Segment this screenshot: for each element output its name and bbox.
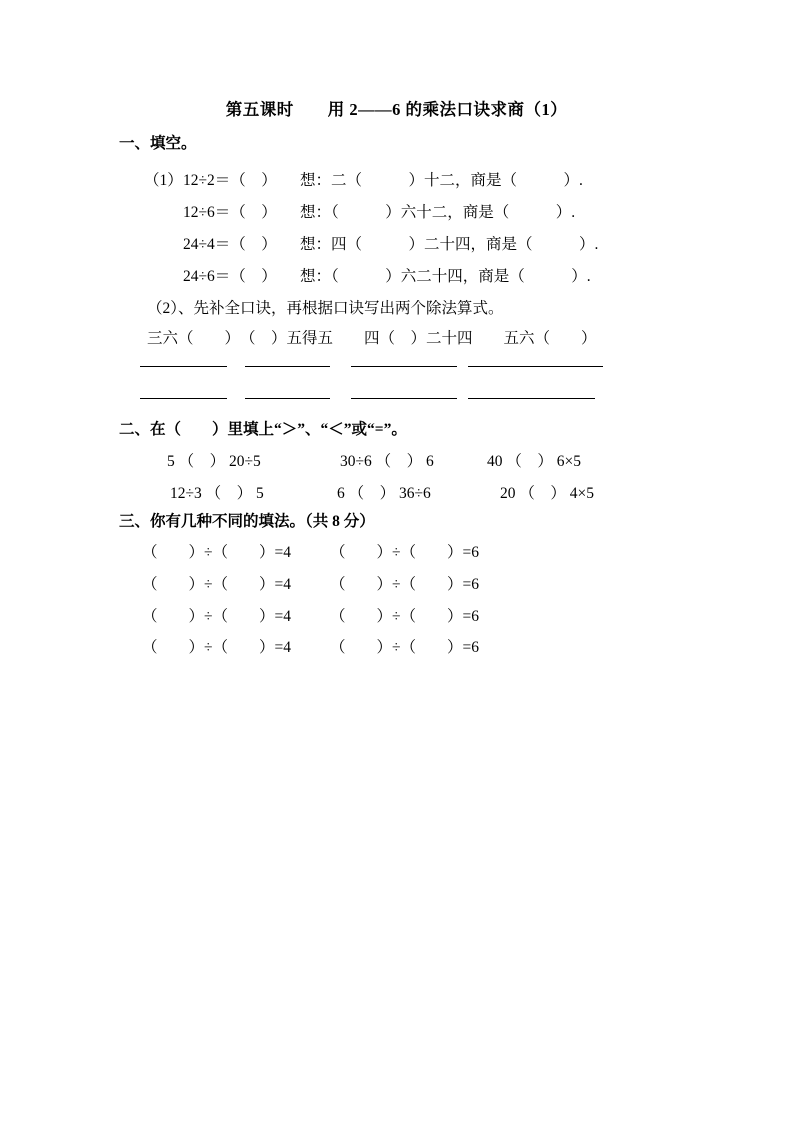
fill-blank-row: 12÷6＝（ ） 想：（ ）六十二，商是（ ）. <box>183 204 576 221</box>
item2-heading: （2）、先补全口诀，再根据口诀写出两个除法算式。 <box>147 300 504 317</box>
answer-line <box>351 366 457 367</box>
fill-blank-row: 24÷4＝（ ） 想：四（ ）二十四，商是（ ）. <box>183 236 599 253</box>
item1-label: （1） <box>144 172 183 189</box>
compare-item: 20 （ ） 4×5 <box>500 485 594 502</box>
answer-line <box>468 366 603 367</box>
division-blank-expr: （ ）÷（ ）=4 <box>142 608 291 625</box>
answer-line <box>245 398 330 399</box>
kouju-line: 三六（ ） （ ）五得五 四（ ）二十四 五六（ ） <box>147 330 597 347</box>
answer-line <box>468 398 595 399</box>
division-blank-expr: （ ）÷（ ）=4 <box>142 576 291 593</box>
division-blank-expr: （ ）÷（ ）=6 <box>330 608 479 625</box>
division-blank-expr: （ ）÷（ ）=6 <box>330 544 479 561</box>
answer-line <box>140 398 227 399</box>
compare-item: 6 （ ） 36÷6 <box>337 485 431 502</box>
fill-blank-row: 12÷2＝（ ） 想：二（ ）十二，商是（ ）. <box>183 172 583 189</box>
fill-blank-row: 24÷6＝（ ） 想：（ ）六二十四，商是（ ）. <box>183 268 591 285</box>
division-blank-expr: （ ）÷（ ）=4 <box>142 639 291 656</box>
answer-line <box>140 366 227 367</box>
page-title: 第五课时 用 2——6 的乘法口诀求商（1） <box>225 100 568 119</box>
answer-line <box>245 366 330 367</box>
compare-item: 40 （ ） 6×5 <box>487 453 581 470</box>
compare-item: 12÷3 （ ） 5 <box>170 485 264 502</box>
compare-item: 5 （ ） 20÷5 <box>167 453 261 470</box>
division-blank-expr: （ ）÷（ ）=6 <box>330 576 479 593</box>
division-blank-expr: （ ）÷（ ）=6 <box>330 639 479 656</box>
compare-item: 30÷6 （ ） 6 <box>340 453 434 470</box>
answer-line <box>351 398 457 399</box>
section-two-heading: 二、在（ ）里填上“＞”、“＜”或“=”。 <box>119 421 407 438</box>
section-three-heading: 三、你有几种不同的填法。（共 8 分） <box>119 513 375 530</box>
section-one-heading: 一、填空。 <box>119 135 197 152</box>
division-blank-expr: （ ）÷（ ）=4 <box>142 544 291 561</box>
